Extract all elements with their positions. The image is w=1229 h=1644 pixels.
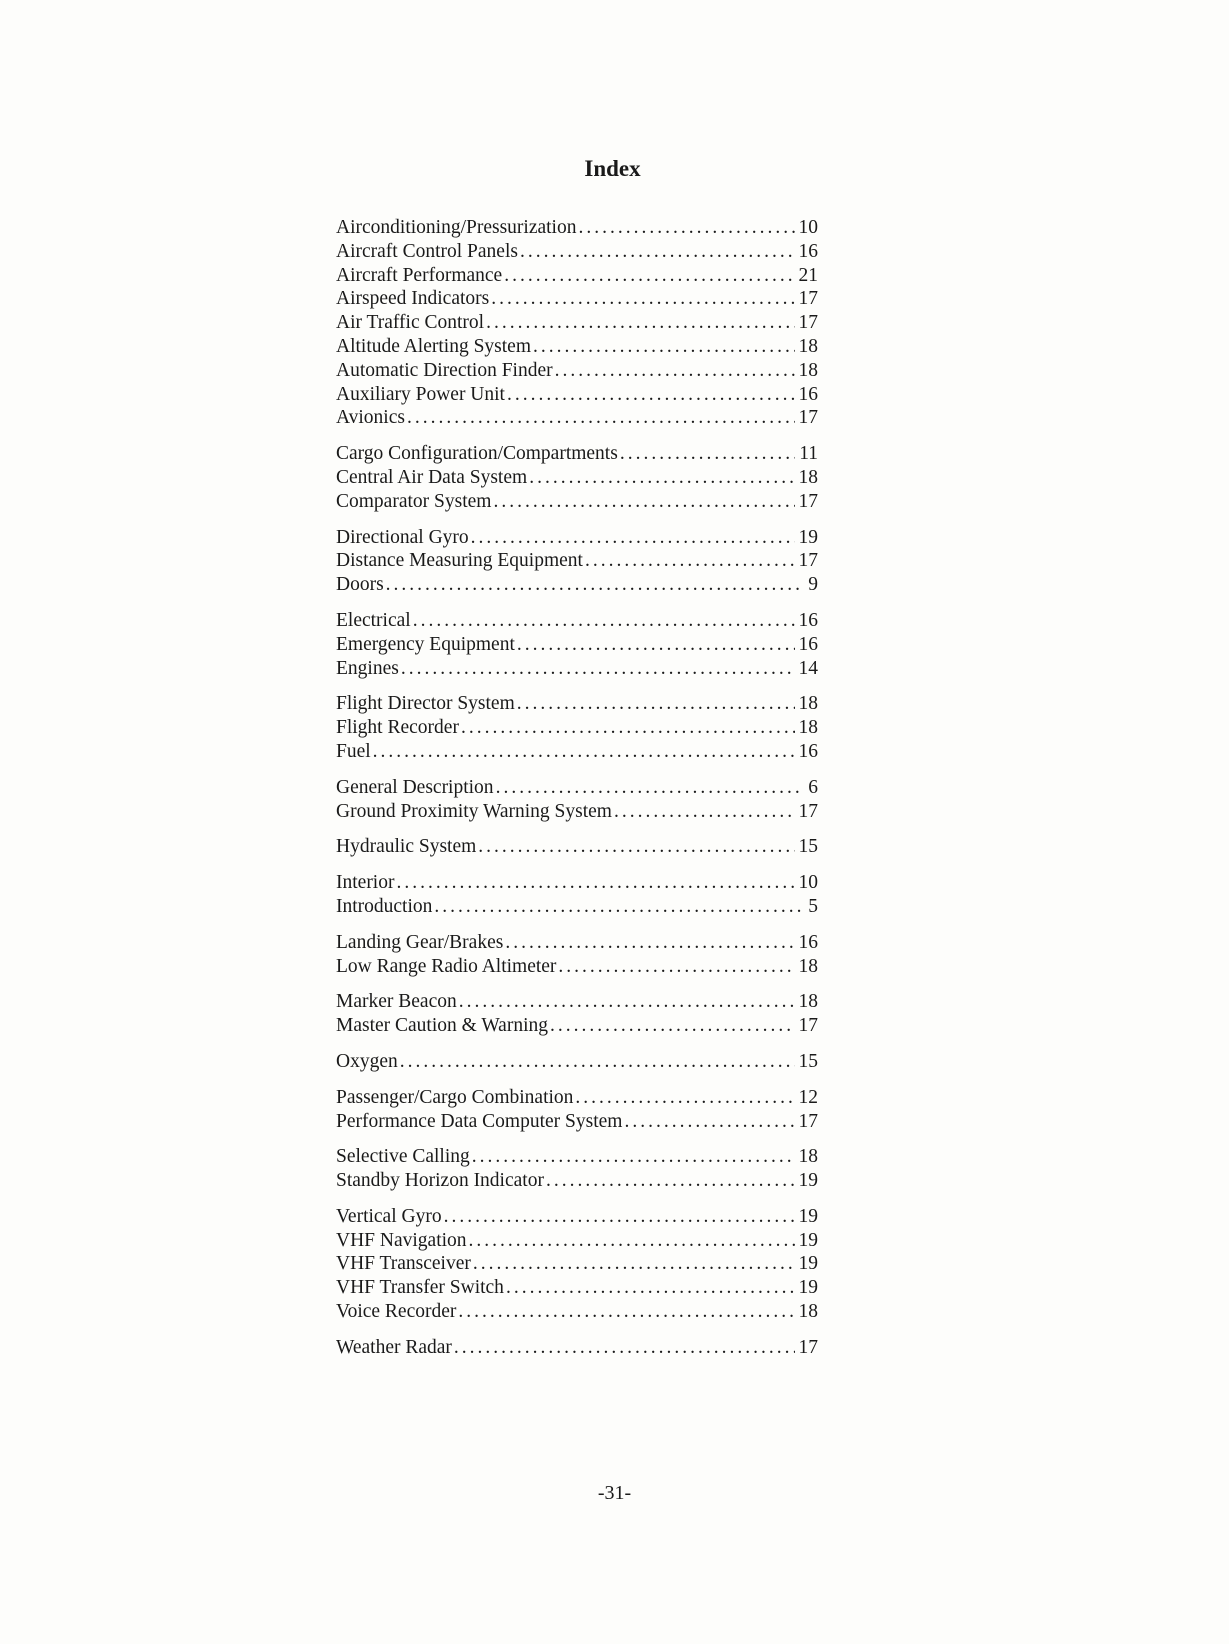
entry-label: Introduction	[336, 895, 433, 917]
entry-page-number: 18	[798, 1301, 818, 1323]
index-entry	[336, 1336, 818, 1360]
entry-page-number: 18	[798, 1146, 818, 1168]
entry-label: Passenger/Cargo Combination	[336, 1086, 574, 1108]
entry-label: Electrical	[336, 609, 411, 631]
entry-page-number: 18	[798, 335, 818, 357]
index-entry	[336, 1086, 818, 1110]
entry-page-number: 18	[798, 717, 818, 739]
entry-label: Oxygen	[336, 1050, 398, 1072]
entry-label: Master Caution & Warning	[336, 1015, 548, 1037]
index-group	[336, 1336, 818, 1360]
entry-label: Selective Calling	[336, 1146, 470, 1168]
index-group	[336, 692, 818, 763]
dot-leader	[491, 490, 794, 514]
entry-label: Low Range Radio Altimeter	[336, 955, 557, 977]
index-group	[336, 1145, 818, 1193]
entry-page-number: 16	[798, 931, 818, 953]
index-entry	[336, 609, 818, 633]
index-entry	[336, 526, 818, 550]
dot-leader	[531, 335, 795, 359]
dot-leader	[371, 740, 795, 764]
entry-label: Air Traffic Control	[336, 312, 485, 334]
entry-label: VHF Transceiver	[336, 1253, 471, 1275]
index-group	[336, 990, 818, 1038]
dot-leader	[576, 216, 794, 240]
dot-leader	[442, 1205, 795, 1229]
entry-page-number: 10	[798, 872, 818, 894]
index-entry	[336, 990, 818, 1014]
entry-label: Voice Recorder	[336, 1301, 457, 1323]
entry-page-number: 18	[798, 955, 818, 977]
index-entry	[336, 1205, 818, 1229]
entry-label: Flight Director System	[336, 693, 515, 715]
entry-label: Altitude Alerting System	[336, 335, 531, 357]
index-group	[336, 216, 818, 430]
index-entry	[336, 871, 818, 895]
entry-page-number: 16	[798, 740, 818, 762]
entry-page-number: 18	[798, 466, 818, 488]
index-entry	[336, 740, 818, 764]
index-entry	[336, 1229, 818, 1253]
index-entry	[336, 692, 818, 716]
entry-label: Airspeed Indicators	[336, 288, 490, 310]
entry-page-number: 18	[798, 991, 818, 1013]
index-entry	[336, 490, 818, 514]
index-entry	[336, 955, 818, 979]
index-entry	[336, 1252, 818, 1276]
entry-label: Standby Horizon Indicator	[336, 1170, 544, 1192]
index-entry	[336, 1276, 818, 1300]
entry-label: Ground Proximity Warning System	[336, 800, 612, 822]
index-entry	[336, 1014, 818, 1038]
dot-leader	[469, 526, 795, 550]
entry-page-number: 15	[798, 1050, 818, 1072]
entry-page-number: 10	[798, 217, 818, 238]
entry-page-number: 19	[798, 1277, 818, 1299]
entry-label: Distance Measuring Equipment	[336, 550, 583, 572]
index-group	[336, 871, 818, 919]
index-entry	[336, 359, 818, 383]
index-entry	[336, 287, 818, 311]
entry-label: Cargo Configuration/Compartments	[336, 443, 618, 465]
dot-leader	[618, 442, 795, 466]
index-entry	[336, 573, 818, 597]
entry-page-number: 19	[798, 1205, 818, 1227]
index-entry	[336, 633, 818, 657]
index-group	[336, 835, 818, 859]
dot-leader	[394, 871, 794, 895]
dot-leader	[504, 1276, 795, 1300]
entry-page-number: 15	[798, 836, 818, 858]
entry-label: Comparator System	[336, 490, 492, 512]
index-entry	[336, 216, 818, 240]
dot-leader	[471, 1252, 795, 1276]
entry-page-number: 19	[798, 1170, 818, 1192]
index-entry	[336, 835, 818, 859]
page-title	[0, 156, 1229, 182]
entry-page-number: 16	[798, 633, 818, 655]
entry-page-number: 17	[798, 490, 818, 512]
entry-label: Central Air Data System	[336, 466, 528, 488]
entry-page-number: 18	[798, 359, 818, 381]
entry-label: Automatic Direction Finder	[336, 359, 553, 381]
dot-leader	[484, 311, 794, 335]
dot-leader	[622, 1110, 794, 1134]
dot-leader	[405, 406, 795, 430]
dot-leader	[456, 1300, 794, 1324]
entry-page-number: 17	[798, 407, 818, 429]
dot-leader	[489, 287, 794, 311]
entry-page-number: 18	[798, 693, 818, 715]
dot-leader	[467, 1229, 795, 1253]
entry-page-number: 12	[798, 1086, 818, 1108]
dot-leader	[544, 1169, 795, 1193]
dot-leader	[452, 1336, 795, 1360]
entry-label: Interior	[336, 872, 395, 894]
entry-label: Directional Gyro	[336, 526, 469, 548]
dot-leader	[518, 240, 795, 264]
entry-page-number: 19	[798, 1253, 818, 1275]
index-entry	[336, 800, 818, 824]
index-group	[336, 526, 818, 597]
dot-leader	[411, 609, 795, 633]
entry-page-number: 6	[808, 776, 818, 798]
index-group	[336, 442, 818, 513]
dot-leader	[502, 264, 794, 288]
entry-label: Fuel	[336, 740, 371, 762]
index-entry	[336, 776, 818, 800]
entry-label: Auxiliary Power Unit	[336, 383, 505, 405]
index-entry	[336, 1300, 818, 1324]
page-title-text: Index	[584, 156, 641, 181]
entry-page-number: 14	[798, 657, 818, 679]
entry-label: Landing Gear/Brakes	[336, 931, 504, 953]
entry-page-number: 19	[798, 526, 818, 548]
index-entry	[336, 466, 818, 490]
index-entry	[336, 1110, 818, 1134]
index-group	[336, 1205, 818, 1324]
index-entry	[336, 240, 818, 264]
entry-label: VHF Navigation	[336, 1229, 467, 1251]
dot-leader	[505, 383, 795, 407]
entry-page-number: 9	[808, 574, 818, 596]
entry-page-number: 16	[798, 240, 818, 262]
entry-page-number: 17	[798, 800, 818, 822]
dot-leader	[583, 549, 795, 573]
dot-leader	[399, 657, 795, 681]
dot-leader	[470, 1145, 795, 1169]
entry-label: Hydraulic System	[336, 836, 477, 858]
dot-leader	[573, 1086, 794, 1110]
index-entry	[336, 335, 818, 359]
dot-leader	[494, 776, 805, 800]
index-entry	[336, 264, 818, 288]
entry-page-number: 5	[808, 895, 818, 917]
index-entry	[336, 1145, 818, 1169]
entry-label: Emergency Equipment	[336, 633, 515, 655]
page-number: -31-	[597, 1482, 632, 1504]
dot-leader	[432, 895, 804, 919]
index-group	[336, 1050, 818, 1074]
index-entry	[336, 895, 818, 919]
entry-label: Airconditioning/Pressurization	[336, 217, 577, 238]
entry-page-number: 17	[798, 1336, 818, 1358]
entry-page-number: 21	[798, 264, 818, 286]
entry-label: Performance Data Computer System	[336, 1110, 623, 1132]
dot-leader	[553, 359, 795, 383]
index-entry	[336, 1050, 818, 1074]
dot-leader	[548, 1014, 795, 1038]
dot-leader	[384, 573, 805, 597]
entry-page-number: 17	[798, 1015, 818, 1037]
entry-label: Aircraft Performance	[336, 264, 503, 286]
index-entry	[336, 931, 818, 955]
entry-page-number: 19	[798, 1229, 818, 1251]
entry-label: Marker Beacon	[336, 991, 457, 1013]
dot-leader	[476, 835, 794, 859]
index-group	[336, 931, 818, 979]
dot-leader	[503, 931, 794, 955]
entry-page-number: 16	[798, 609, 818, 631]
entry-label: VHF Transfer Switch	[336, 1277, 504, 1299]
index-group	[336, 776, 818, 824]
entry-page-number: 17	[798, 312, 818, 334]
index-list	[336, 216, 818, 1360]
index-entry	[336, 549, 818, 573]
dot-leader	[398, 1050, 795, 1074]
index-entry	[336, 1169, 818, 1193]
index-entry	[336, 442, 818, 466]
entry-label: Flight Recorder	[336, 717, 459, 739]
entry-page-number: 17	[798, 550, 818, 572]
entry-label: General Description	[336, 776, 494, 798]
dot-leader	[515, 633, 795, 657]
index-group	[336, 1086, 818, 1134]
entry-page-number: 17	[798, 1110, 818, 1132]
index-entry	[336, 406, 818, 430]
entry-page-number: 16	[798, 383, 818, 405]
entry-label: Doors	[336, 574, 384, 596]
entry-label: Engines	[336, 657, 399, 679]
entry-page-number: 17	[798, 288, 818, 310]
dot-leader	[457, 990, 795, 1014]
dot-leader	[515, 692, 795, 716]
dot-leader	[556, 955, 794, 979]
dot-leader	[612, 800, 795, 824]
entry-label: Avionics	[336, 407, 405, 429]
dot-leader	[459, 716, 795, 740]
index-group	[336, 609, 818, 680]
entry-label: Weather Radar	[336, 1336, 452, 1358]
entry-page-number: 11	[799, 443, 818, 465]
index-entry	[336, 716, 818, 740]
index-entry	[336, 657, 818, 681]
entry-label: Vertical Gyro	[336, 1205, 442, 1227]
entry-label: Aircraft Control Panels	[336, 240, 518, 262]
index-entry	[336, 311, 818, 335]
index-entry	[336, 383, 818, 407]
dot-leader	[527, 466, 794, 490]
